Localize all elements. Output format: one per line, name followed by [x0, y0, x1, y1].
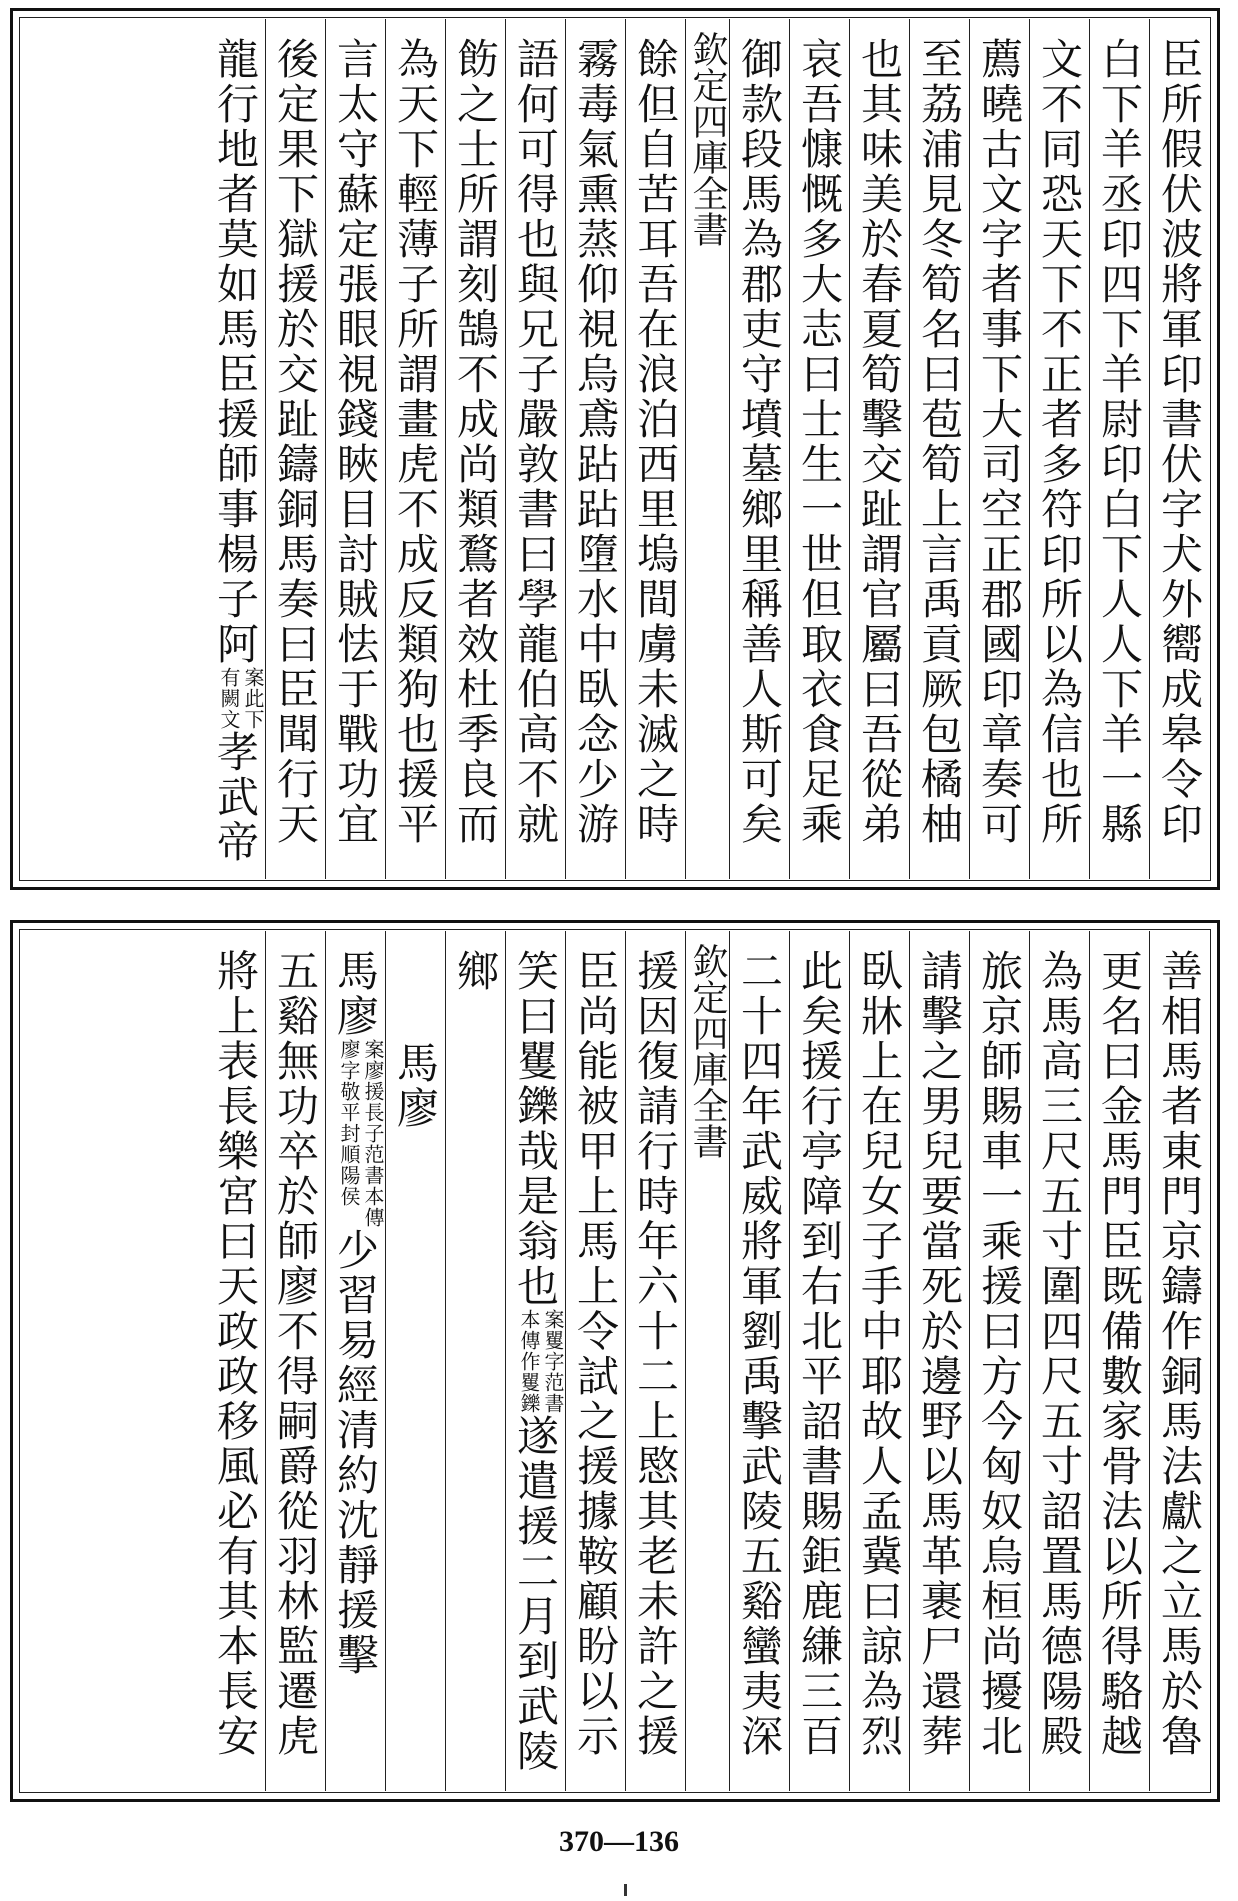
bottom-col-10: 臣尚能被甲上馬上令試之援據鞍顧盼以示	[565, 931, 625, 1791]
bottom-col-5: 請擊之男兒要當死於邊野以馬革裹尸還葬	[909, 931, 969, 1791]
bottom-col-9: 援因復請行時年六十二上愍其老未許之援	[625, 931, 685, 1791]
top-col-11: 語何可得也與兄子嚴敦書曰學龍伯高不就	[505, 19, 565, 879]
top-col-1: 臣所假伏波將軍印書伏字犬外嚮成皋令印	[1149, 19, 1209, 879]
top-col-2: 白下羊丞印四下羊尉印白下人人下羊一縣	[1089, 19, 1149, 879]
top-col-13: 為天下輕薄子所謂畫虎不成反類狗也援平	[385, 19, 445, 879]
page-top	[10, 8, 1220, 890]
bottom-col-liao-text-after: 少習易經清約沈靜援擊	[331, 1228, 380, 1678]
annotation-note	[337, 1039, 385, 1228]
bottom-center-column	[685, 931, 729, 1791]
bottom-col-7: 此矣援行亭障到右北平詔書賜鉅鹿縑三百	[789, 931, 849, 1791]
top-center-column	[685, 19, 729, 879]
bottom-col-village: 鄉	[445, 931, 505, 1791]
top-col-16-text-after: 孝武帝	[211, 730, 260, 865]
bottom-col-11-text-after: 遂遣援二月到武陵	[511, 1414, 560, 1774]
top-col-14: 言太守蘇定張眼視錢䀹目討賊怯于戰功宜	[325, 19, 385, 879]
top-columns	[21, 19, 1209, 879]
top-col-8: 御款段馬為郡吏守墳墓鄉里稱善人斯可矣	[729, 19, 789, 879]
annotation-note	[217, 667, 265, 730]
top-col-9: 餘但自苦耳吾在浪泊西里塢間虜未滅之時	[625, 19, 685, 879]
bottom-col-11-text: 笑曰矍鑠哉是翁也	[511, 949, 560, 1309]
note-left: 有闕文	[217, 667, 241, 730]
note-left: 廖字敬平封順陽侯	[337, 1039, 361, 1207]
bottom-columns	[21, 931, 1209, 1791]
top-col-10: 霧毒氣熏蒸仰視烏鳶跕跕墮水中臥念少游	[565, 19, 625, 879]
top-col-16-text: 龍行地者莫如馬臣援師事楊子阿	[211, 37, 260, 667]
page-footer-number: 370—136	[559, 1825, 679, 1858]
bottom-col-final-2: 將上表長樂宮曰天政政移風必有其本長安	[211, 949, 260, 1759]
bottom-book-title: 欽定四庫全書	[687, 943, 728, 1159]
note-right: 案此下	[241, 667, 265, 730]
top-col-4: 薦曉古文字者事下大司空正郡國印章奏可	[969, 19, 1029, 879]
bottom-col-liao-text: 馬廖	[331, 949, 380, 1039]
top-col-16	[205, 19, 265, 879]
bottom-col-6: 臥牀上在兒女子手中耶故人孟冀曰諒為烈	[849, 931, 909, 1791]
bottom-col-2: 更名曰金馬門臣既備數家骨法以所得駱越	[1089, 931, 1149, 1791]
note-right: 案廖援長子范書本傳	[361, 1039, 385, 1228]
note-left: 本傳作矍鑠	[517, 1309, 541, 1414]
note-right: 案矍字范書	[541, 1309, 565, 1414]
top-col-5: 至荔浦見冬筍名曰苞筍上言禹貢厥包橘柚	[909, 19, 969, 879]
bottom-col-1: 善相馬者東門京鑄作銅馬法獻之立馬於魯	[1149, 931, 1209, 1791]
stray-mark	[624, 1884, 627, 1896]
top-col-15: 後定果下獄援於交趾鑄銅馬奏曰臣聞行天	[265, 19, 325, 879]
top-col-7: 哀吾慷慨多大志曰士生一世但取衣食足乘	[789, 19, 849, 879]
bottom-col-11	[505, 931, 565, 1791]
bottom-col-4: 旅京師賜車一乘援曰方今匈奴烏桓尚擾北	[969, 931, 1029, 1791]
bottom-col-8: 二十四年武威將軍劉禹擊武陵五谿蠻夷深	[729, 931, 789, 1791]
bottom-col-final-1: 五谿無功卒於師廖不得嗣爵從羽林監遷虎	[265, 931, 325, 1791]
bottom-col-3: 為馬高三尺五寸圍四尺五寸詔置馬德陽殿	[1029, 931, 1089, 1791]
top-book-title: 欽定四庫全書	[687, 31, 728, 247]
page-bottom	[10, 920, 1220, 1802]
top-col-3: 文不同恐天下不正者多符印所以為信也所	[1029, 19, 1089, 879]
section-heading: 馬廖	[385, 931, 445, 1791]
bottom-col-liao	[325, 931, 385, 1791]
top-col-12: 飭之士所謂刻鵠不成尚類鶩者效杜季良而	[445, 19, 505, 879]
annotation-note	[517, 1309, 565, 1414]
top-col-6: 也其味美於春夏筍擊交趾謂官屬曰吾從弟	[849, 19, 909, 879]
